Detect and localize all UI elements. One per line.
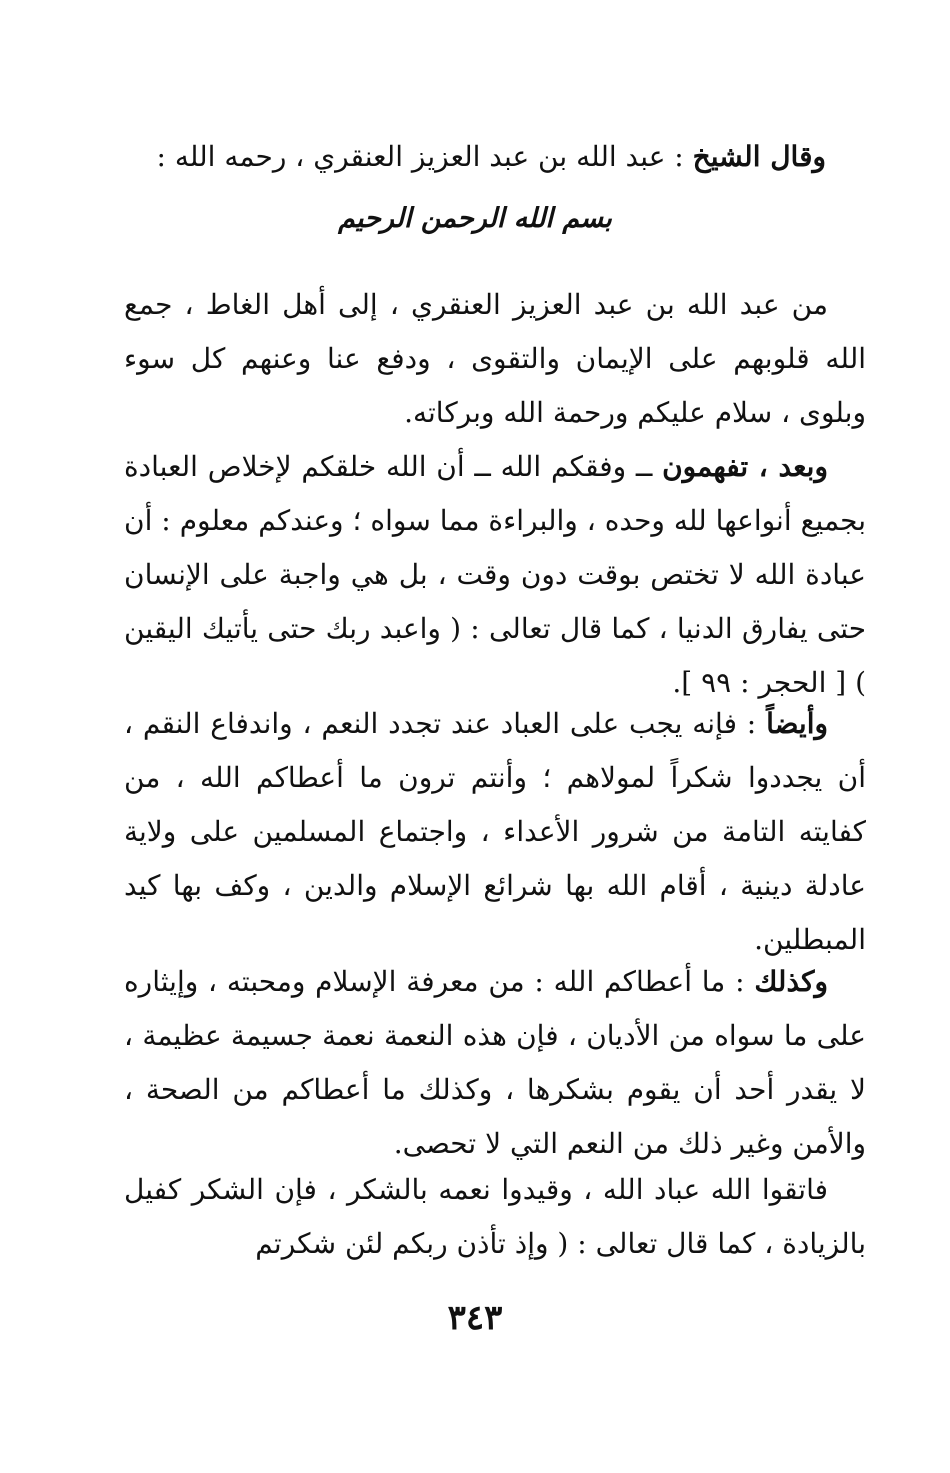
basmala-calligraphy: بسم الله الرحمن الرحيم (338, 203, 612, 234)
paragraph-text: : فإنه يجب على العباد عند تجدد النعم ، واندفاع النقم ، أن يجددوا شكراً لمولاهم ؛ وأنتم ترون ما أعطاكم الله ، من كفايته التامة من شرور الأعداء ، واجتماع المسلمين على ولاية عادلة دينية ، أقام الله بها شرائع الإسلام والدين ، وكف بها كيد المبطلين. (124, 707, 867, 956)
paragraph-2 (124, 440, 866, 710)
paragraph-text: فاتقوا الله عباد الله ، وقيدوا نعمه بالشكر ، فإن الشكر كفيل بالزيادة ، كما قال تعالى : ( وإذ تأذن ربكم لئن شكرتم (124, 1173, 866, 1260)
page-number: ٣٤٣ (447, 1298, 503, 1338)
paragraph-lead: وبعد ، تفهمون (662, 450, 828, 483)
page-heading (124, 132, 826, 182)
heading-speaker: وقال الشيخ (692, 140, 826, 173)
paragraph-3 (124, 697, 866, 967)
paragraph-lead: وأيضاً (766, 707, 828, 740)
paragraph-text: : ما أعطاكم الله : من معرفة الإسلام ومحبته ، وإيثاره على ما سواه من الأديان ، فإن هذه النعمة نعمة جسيمة عظيمة ، لا يقدر أحد أن يقوم بشكرها ، وكذلك ما أعطاكم من الصحة ، والأمن وغير ذلك من النعم التي لا تحصى. (124, 965, 866, 1160)
paragraph-1 (124, 278, 866, 440)
paragraph-text: من عبد الله بن عبد العزيز العنقري ، إلى أهل الغاط ، جمع الله قلوبهم على الإيمان والتقوى ، ودفع عنا وعنهم كل سوء وبلوى ، سلام عليكم ورحمة الله وبركاته. (124, 288, 866, 429)
paragraph-lead: وكذلك (754, 965, 828, 998)
paragraph-4 (124, 955, 866, 1171)
paragraph-5 (124, 1163, 866, 1271)
heading-rest: : عبد الله بن عبد العزيز العنقري ، رحمه الله : (156, 140, 693, 173)
paragraph-text: ــ وفقكم الله ــ أن الله خلقكم لإخلاص العبادة بجميع أنواعها لله وحده ، والبراءة مما سواه ؛ وعندكم معلوم : أن عبادة الله لا تختص بوقت دون وقت ، بل هي واجبة على الإنسان حتى يفارق الدنيا ، كما قال تعالى : ( واعبد ربك حتى يأتيك اليقين ) [ الحجر : ٩٩ ]. (124, 450, 866, 699)
